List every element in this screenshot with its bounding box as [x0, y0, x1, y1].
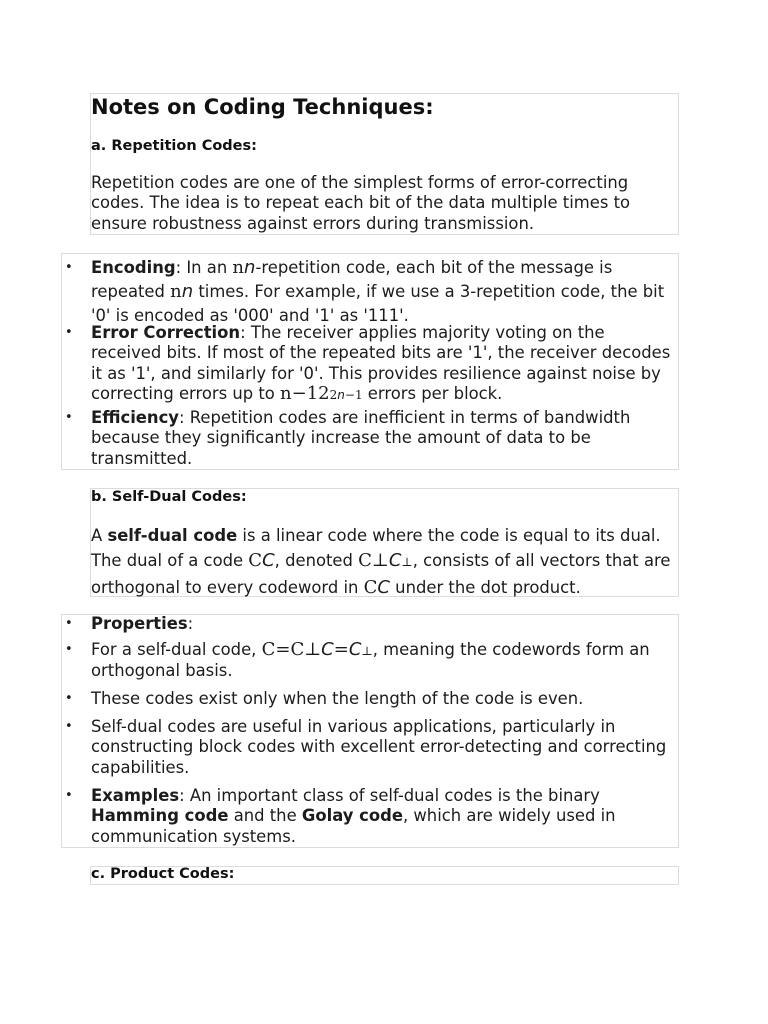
- math-n: n: [170, 281, 182, 302]
- math-c-italic: C: [262, 550, 275, 571]
- equation-text-2: , meaning the codewords form an orthogonal basis.: [91, 640, 650, 681]
- math-fraction-small: 2: [329, 388, 338, 403]
- bullet-encoding: [65, 256, 677, 328]
- intro-text-a: A: [91, 526, 108, 545]
- math-fraction-small-2: −1: [344, 388, 363, 403]
- examples-text-3: , which are widely used in communication systems.: [91, 806, 616, 846]
- math-fraction: n−12: [280, 383, 330, 405]
- bullet-examples: [65, 786, 677, 847]
- properties-term: Properties: [91, 614, 188, 633]
- encoding-text-3: times. For example, if we use a 3-repetition code, the bit '0' is encoded as '000' and '1' as '111'.: [91, 282, 665, 325]
- math-perp-small: ⊥: [401, 555, 413, 569]
- encoding-text-2: -repetition code, each bit of the message is repeated: [91, 258, 613, 301]
- efficiency-term: Efficiency: [91, 408, 179, 427]
- intro-text-c: , denoted: [274, 551, 359, 570]
- bullet-properties: [65, 614, 677, 634]
- equation-text-1: For a self-dual code,: [91, 640, 262, 659]
- error-correction-term: Error Correction: [91, 323, 241, 342]
- bullet-error-correction: [65, 323, 677, 406]
- math-c: C: [363, 577, 378, 598]
- efficiency-text: : Repetition codes are inefficient in terms of bandwidth because they significantly increase the amount of data to be transmitted.: [91, 408, 631, 468]
- math-perp-small: ⊥: [361, 644, 373, 658]
- properties-colon: :: [187, 614, 194, 633]
- examples-text-2: and the: [228, 806, 302, 826]
- intro-text-e: under the dot product.: [389, 578, 581, 597]
- bullet-dot: •: [65, 325, 73, 340]
- math-equals: =: [333, 639, 349, 660]
- bullet-even-length: [65, 689, 677, 709]
- math-c-italic: C: [321, 639, 334, 660]
- math-equation: C=C⊥: [261, 639, 322, 660]
- intro-text-b: is a linear code where the code is equal to its dual. The dual of a code: [91, 526, 661, 570]
- error-correction-text-2: errors per block.: [362, 384, 503, 404]
- math-n: n: [232, 257, 245, 278]
- page-title: Notes on Coding Techniques:: [91, 95, 434, 119]
- error-correction-text: : The receiver applies majority voting on the received bits. If most of the repeated bits are '1', the receiver decodes it as '1', and similarly for '0'. This provides resilience against noise by correcting errors up to: [91, 323, 671, 404]
- bullet-dot: •: [65, 616, 73, 631]
- bullet-efficiency: [65, 408, 677, 469]
- hamming-code: Hamming code: [91, 806, 229, 826]
- golay-code: Golay code: [301, 806, 403, 826]
- bullet-dot: •: [65, 719, 73, 734]
- math-c-italic: C: [377, 577, 390, 598]
- bullet-dot: •: [65, 642, 73, 657]
- bullet-dot: •: [65, 260, 73, 275]
- section-a-intro: Repetition codes are one of the simplest forms of error-correcting codes. The idea is to repeat each bit of the data multiple times to ensure robustness against errors during transmission.: [91, 173, 631, 233]
- bullet-useful: [65, 717, 677, 778]
- section-b-heading: b. Self-Dual Codes:: [91, 489, 247, 505]
- encoding-term: Encoding: [91, 258, 176, 277]
- encoding-text-1: : In an: [175, 258, 233, 277]
- section-a-heading: a. Repetition Codes:: [91, 138, 257, 154]
- even-length-text: These codes exist only when the length of the code is even.: [91, 689, 584, 708]
- math-n-italic: n: [181, 281, 194, 302]
- bullet-dot: •: [65, 788, 73, 803]
- math-c-italic: C: [388, 550, 402, 571]
- math-fraction-small-n: n: [337, 388, 345, 403]
- math-c: C: [248, 550, 263, 571]
- section-b-intro: [91, 523, 677, 600]
- math-c-italic: C: [348, 639, 362, 660]
- self-dual-term: self-dual code: [107, 526, 238, 545]
- bullet-dot: •: [65, 691, 73, 706]
- section-c-heading: c. Product Codes:: [91, 866, 235, 882]
- math-c-perp: C⊥: [358, 550, 389, 571]
- math-n-italic: n: [244, 257, 256, 278]
- bullet-dot: •: [65, 410, 73, 425]
- bullet-self-dual-equation: [65, 639, 677, 682]
- examples-term: Examples: [91, 786, 180, 805]
- useful-text: Self-dual codes are useful in various applications, particularly in constructing block codes with excellent error-detecting and correcting capabilities.: [91, 717, 667, 777]
- examples-text-1: : An important class of self-dual codes is the binary: [179, 786, 600, 805]
- intro-text-d: , consists of all vectors that are orthogonal to every codeword in: [91, 551, 671, 597]
